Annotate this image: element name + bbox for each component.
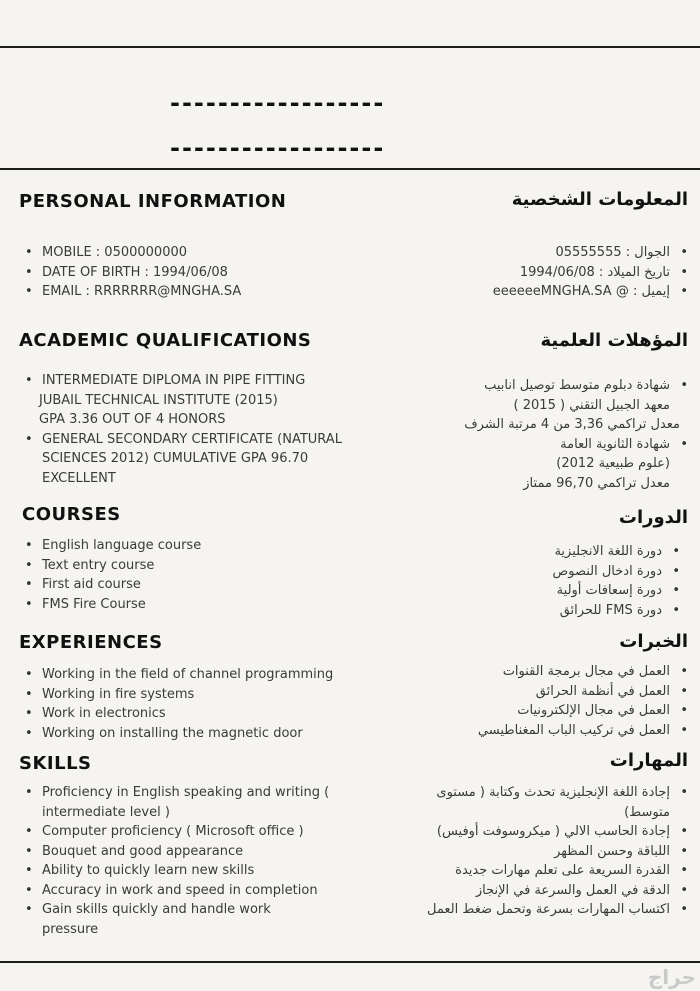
experience-item: • Working in fire systems — [0, 685, 345, 705]
watermark-logo: حراج — [647, 965, 696, 989]
diploma-gpa: GPA 3.36 OUT OF 4 HONORS — [39, 412, 226, 427]
header-bottom-rule — [0, 168, 700, 170]
personal-info-section-en — [19, 191, 286, 212]
course-item-ar: • دورة إسعافات أولية — [350, 581, 680, 601]
diploma-institute-ar: معهد الجبيل التقني ( 2015 ) — [513, 397, 670, 413]
skills-heading: SKILLS — [19, 753, 92, 774]
skill-item: • Bouquet and good appearance — [0, 842, 330, 862]
skills-list-en — [0, 783, 330, 939]
top-rule — [0, 46, 700, 48]
skills-section-ar — [610, 750, 688, 771]
academic-item-secondary-ar — [350, 435, 688, 494]
courses-list-ar — [350, 542, 680, 620]
course-item: • FMS Fire Course — [0, 595, 345, 615]
diploma-title: • INTERMEDIATE DIPLOMA IN PIPE FITTING — [42, 373, 306, 388]
name-placeholder-line-2: ------------------ — [170, 134, 386, 162]
mobile-item: • MOBILE : 0500000000 — [0, 243, 345, 263]
mobile-item-ar: • الجوال : 05555555 — [350, 243, 688, 263]
diploma-title-ar: • شهادة دبلوم متوسط توصيل انابيب — [484, 378, 670, 393]
courses-list-en — [0, 536, 345, 614]
secondary-branch-ar: (علوم طبيعية 2012) — [556, 456, 670, 471]
email-item: • EMAIL : RRRRRRR@MNGHA.SA — [0, 282, 345, 302]
skill-item-ar: • اكتساب المهارات بسرعة وتحمل ضغط العمل — [350, 900, 688, 920]
courses-heading-ar: الدورات — [618, 507, 688, 528]
experience-item-ar: • العمل في مجال الإلكترونيات — [350, 701, 688, 721]
skill-item: • Proficiency in English speaking and writing ( intermediate level ) — [0, 783, 330, 822]
skill-item: • Accuracy in work and speed in completion — [0, 881, 330, 901]
experience-item-ar: • العمل في أنظمة الحرائق — [350, 682, 688, 702]
academic-section-ar — [540, 330, 688, 351]
name-placeholder-line-1: ------------------ — [170, 89, 386, 117]
secondary-gpa-ar: معدل تراكمي 96,70 ممتاز — [523, 475, 670, 491]
academic-list-en — [0, 371, 345, 488]
skills-list-ar — [350, 783, 688, 920]
academic-item-diploma-ar — [350, 376, 688, 435]
personal-info-list-ar — [350, 243, 688, 302]
courses-section-en — [22, 504, 121, 525]
personal-info-section-ar — [512, 189, 688, 210]
course-item-ar: • دورة ادخال النصوص — [350, 562, 680, 582]
skill-item-ar: • اللباقة وحسن المظهر — [350, 842, 688, 862]
academic-section-en — [19, 330, 311, 351]
academic-heading: ACADEMIC QUALIFICATIONS — [19, 330, 312, 351]
course-item: • First aid course — [0, 575, 345, 595]
courses-section-ar — [619, 507, 688, 528]
dob-item: • DATE OF BIRTH : 1994/06/08 — [0, 263, 345, 283]
skill-item: • Ability to quickly learn new skills — [0, 861, 330, 881]
academic-heading-ar: المؤهلات العلمية — [540, 330, 688, 351]
personal-info-heading-ar: المعلومات الشخصية — [511, 189, 688, 210]
skills-heading-ar: المهارات — [609, 750, 688, 771]
experience-item: • Work in electronics — [0, 704, 345, 724]
course-item: • English language course — [0, 536, 345, 556]
experiences-section-en — [19, 632, 163, 653]
experience-item: • Working on installing the magnetic door — [0, 724, 345, 744]
experience-item-ar: • العمل في مجال برمجة القنوات — [350, 662, 688, 682]
bottom-rule — [0, 961, 700, 963]
secondary-title-ar: • شهادة الثانوية العامة — [560, 436, 670, 452]
skill-item: • Gain skills quickly and handle work pressure — [0, 900, 282, 939]
experience-item: • Working in the field of channel programming — [0, 665, 345, 685]
course-item: • Text entry course — [0, 556, 345, 576]
experience-item-ar: • العمل في تركيب الباب المغناطيسي — [350, 721, 688, 741]
skill-item-ar: • إجادة الحاسب الالي ( ميكروسوفت أوفيس) — [350, 822, 688, 842]
experiences-list-ar — [350, 662, 688, 740]
diploma-gpa-ar: معدل تراكمي 3,36 من 4 مرتبة الشرف — [464, 417, 680, 432]
experiences-heading: EXPERIENCES — [19, 632, 163, 653]
skill-item: • Computer proficiency ( Microsoft office ) — [0, 822, 330, 842]
experiences-list-en — [0, 665, 345, 743]
email-item-ar: • إيميل : @ eeeeeeMNGHA.SA — [350, 282, 688, 302]
skill-item-ar: • إجادة اللغة الإنجليزية تحدث وكتابة ( مستوى متوسط) — [408, 783, 688, 822]
experiences-section-ar — [619, 631, 688, 652]
skill-item-ar: • القدرة السريعة على تعلم مهارات جديدة — [350, 861, 688, 881]
dob-item-ar: • تاريخ الميلاد : 1994/06/08 — [350, 263, 688, 283]
skills-section-en — [19, 753, 92, 774]
academic-item-diploma — [0, 371, 345, 430]
academic-list-ar — [350, 376, 688, 493]
personal-info-list-en — [0, 243, 345, 302]
experiences-heading-ar: الخبرات — [619, 631, 688, 652]
academic-item-secondary: • GENERAL SECONDARY CERTIFICATE (NATURAL SCIENCES 2012) CUMULATIVE GPA 96.70 EXCELLENT — [0, 430, 342, 489]
course-item-ar: • دورة FMS للحرائق — [350, 601, 680, 621]
courses-heading: COURSES — [22, 504, 121, 525]
diploma-institute: JUBAIL TECHNICAL INSTITUTE (2015) — [39, 392, 278, 408]
personal-info-heading: PERSONAL INFORMATION — [19, 191, 287, 212]
skill-item-ar: • الدقة في العمل والسرعة في الإنجاز — [350, 881, 688, 901]
course-item-ar: • دورة اللغة الانجليزية — [350, 542, 680, 562]
